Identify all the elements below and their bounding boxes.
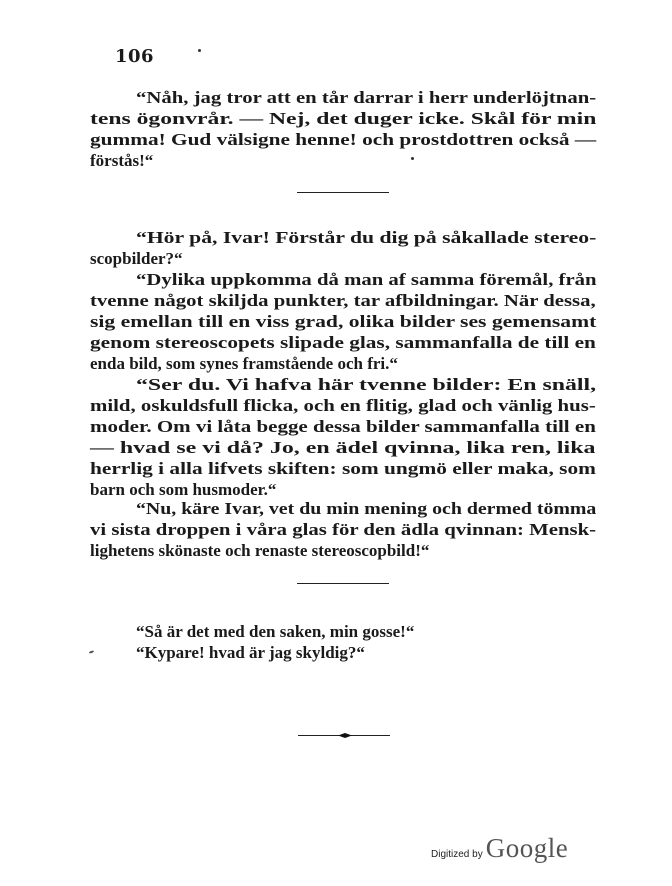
text-line: “Hör på, Ivar! Förstår du dig på såkallade stereo- — [136, 228, 597, 247]
text-line: barn och som husmoder.“ — [90, 480, 277, 499]
text-line: genom stereoscopets slipade glas, sammanfalla de till en — [90, 333, 596, 352]
text-line: tens ögonvrår. — Nej, det duger icke. Skål för min — [90, 109, 597, 128]
text-line: “Ser du. Vi hafva här tvenne bilder: En snäll, — [136, 375, 597, 394]
section-divider — [297, 583, 389, 584]
watermark-prefix: Digitized by — [431, 849, 483, 860]
text-line: moder. Om vi låta begge dessa bilder sammanfalla till en — [90, 417, 596, 436]
text-line: gumma! Gud välsigne henne! och prostdottren också — — [90, 130, 597, 149]
text-line: “Nu, käre Ivar, vet du min mening och dermed tömma — [136, 499, 597, 518]
text-line: förstås!“ — [90, 151, 154, 170]
text-line: tvenne något skiljda punkter, tar afbildningar. När dessa, — [90, 291, 596, 310]
ink-speck — [198, 49, 201, 52]
text-line: vi sista droppen i våra glas för den ädla qvinnan: Mensk- — [90, 520, 597, 539]
text-line: “Så är det med den saken, min gosse!“ — [136, 622, 415, 641]
text-line: scopbilder?“ — [90, 249, 183, 268]
text-line: lighetens skönaste och renaste stereoscopbild!“ — [90, 541, 430, 560]
watermark-brand-logo: Google — [485, 833, 569, 863]
section-divider — [297, 192, 389, 193]
text-line: sig emellan till en viss grad, olika bilder ses gemensamt — [90, 312, 597, 331]
ink-speck — [411, 157, 414, 160]
digitization-watermark — [431, 833, 568, 864]
text-line: “Dylika uppkomma då man af samma föremål, från — [136, 270, 597, 289]
text-line: enda bild, som synes framstående och fri.“ — [90, 354, 398, 373]
text-line: mild, oskuldsfull flicka, och en flitig, glad och vänlig hus- — [90, 396, 596, 415]
text-line: — hvad se vi då? Jo, en ädel qvinna, lika ren, lika — [90, 438, 596, 457]
text-line: “Nåh, jag tror att en tår darrar i herr underlöjtnan- — [136, 88, 597, 107]
text-line: herrlig i alla lifvets skiften: som ungmö eller maka, som — [90, 459, 596, 478]
ink-speck — [89, 650, 94, 654]
end-ornament — [298, 733, 390, 739]
page-number: 106 — [115, 46, 155, 67]
text-line: “Kypare! hvad är jag skyldig?“ — [136, 643, 365, 662]
